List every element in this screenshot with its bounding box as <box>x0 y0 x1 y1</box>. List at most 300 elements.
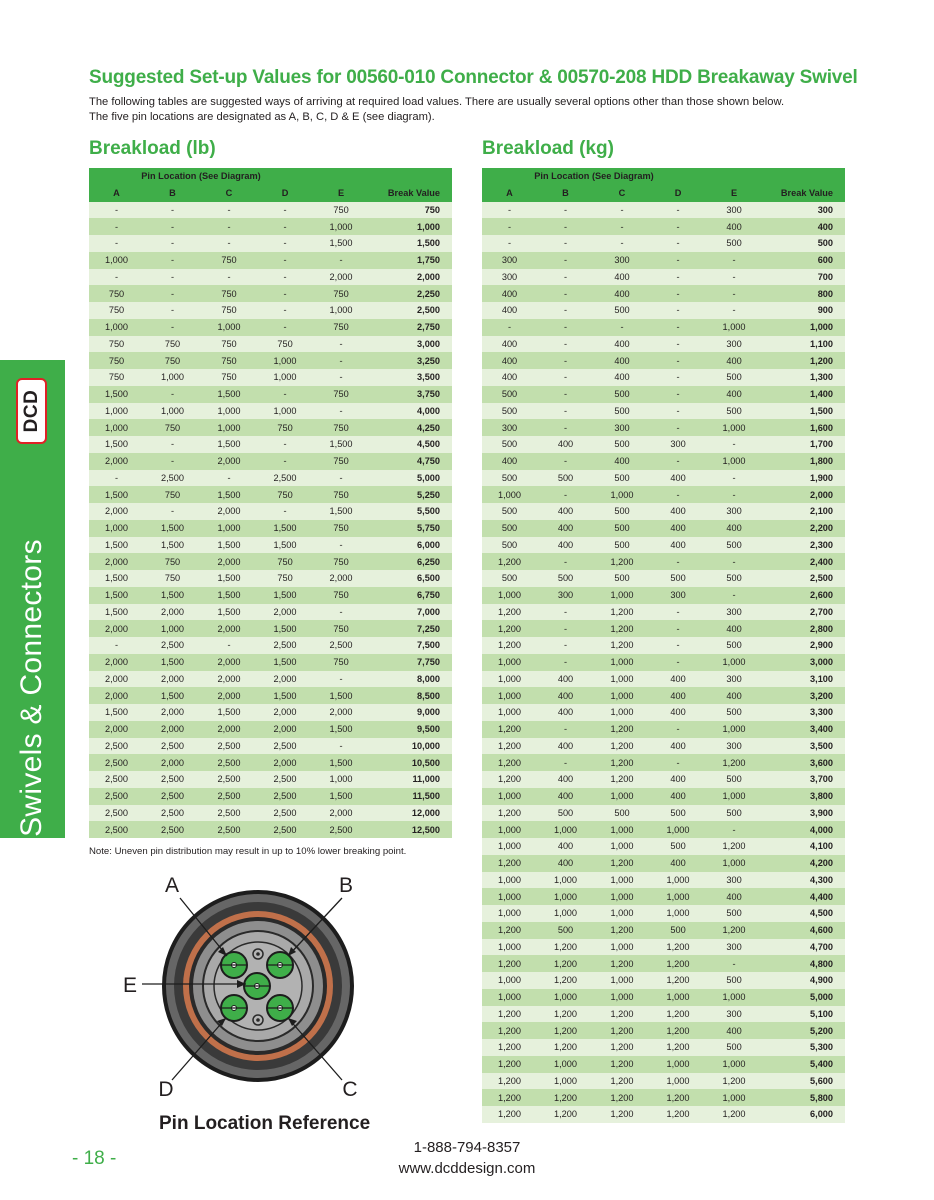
cell-break-value: 12,000 <box>369 805 452 822</box>
cell-e: 400 <box>706 888 762 905</box>
cell-c: 1,000 <box>594 888 650 905</box>
cell-a: - <box>89 470 144 487</box>
cell-c: 500 <box>594 403 650 420</box>
cell-c: 2,500 <box>201 788 257 805</box>
cell-a: 1,500 <box>89 587 144 604</box>
table-row <box>482 453 845 470</box>
cell-e: 1,000 <box>706 1089 762 1106</box>
page-number: - 18 - <box>72 1148 117 1169</box>
cell-break-value: 2,000 <box>369 269 452 286</box>
cell-a: - <box>482 218 537 235</box>
cell-b: - <box>537 302 594 319</box>
cell-b: - <box>537 419 594 436</box>
cell-c: 1,200 <box>594 771 650 788</box>
cell-a: 300 <box>482 419 537 436</box>
cell-d: 300 <box>650 587 706 604</box>
cell-d: 1,000 <box>257 403 313 420</box>
cell-d: 1,000 <box>650 989 706 1006</box>
cell-e: 1,000 <box>706 721 762 738</box>
cell-break-value: 10,000 <box>369 738 452 755</box>
cell-break-value: 2,400 <box>762 553 845 570</box>
cell-d: 400 <box>650 503 706 520</box>
cell-c: 1,000 <box>594 704 650 721</box>
cell-d: 2,000 <box>257 671 313 688</box>
cell-c: 2,500 <box>201 771 257 788</box>
dcd-badge-text: DCD <box>20 389 42 433</box>
table-row <box>89 754 452 771</box>
cell-a: - <box>482 235 537 252</box>
cell-c: 750 <box>201 252 257 269</box>
table-row <box>482 671 845 688</box>
cell-d: - <box>257 285 313 302</box>
cell-c: 500 <box>594 302 650 319</box>
cell-c: - <box>201 269 257 286</box>
distribution-note: Note: Uneven pin distribution may result in up to 10% lower breaking point. <box>89 846 407 857</box>
cell-d: - <box>650 269 706 286</box>
cell-break-value: 400 <box>762 218 845 235</box>
cell-e: 400 <box>706 1022 762 1039</box>
table-row <box>89 687 452 704</box>
cell-c: - <box>594 235 650 252</box>
cell-e: 1,000 <box>313 218 369 235</box>
cell-c: 300 <box>594 419 650 436</box>
cell-break-value: 4,500 <box>762 905 845 922</box>
table-row <box>482 419 845 436</box>
cell-e: - <box>706 587 762 604</box>
cell-break-value: 5,300 <box>762 1039 845 1056</box>
table-row <box>89 336 452 353</box>
cell-break-value: 4,000 <box>369 403 452 420</box>
cell-d: 2,500 <box>257 805 313 822</box>
cell-a: 2,500 <box>89 821 144 838</box>
table-row <box>482 503 845 520</box>
cell-b: 1,000 <box>537 905 594 922</box>
cell-a: 1,200 <box>482 1106 537 1123</box>
cell-e: 1,000 <box>706 453 762 470</box>
cell-break-value: 3,700 <box>762 771 845 788</box>
cell-d: 750 <box>257 553 313 570</box>
cell-c: 1,200 <box>594 1056 650 1073</box>
table-row <box>482 738 845 755</box>
cell-c: 1,200 <box>594 855 650 872</box>
cell-break-value: 1,500 <box>762 403 845 420</box>
cell-b: 500 <box>537 922 594 939</box>
cell-b: 400 <box>537 704 594 721</box>
cell-e: 750 <box>313 202 369 219</box>
cell-c: 1,000 <box>594 671 650 688</box>
cell-e: - <box>706 955 762 972</box>
cell-c: 1,200 <box>594 1006 650 1023</box>
header-spacer <box>706 168 762 185</box>
cell-break-value: 1,900 <box>762 470 845 487</box>
cell-e: 1,000 <box>313 771 369 788</box>
cell-c: 1,000 <box>594 587 650 604</box>
cell-break-value: 3,500 <box>762 738 845 755</box>
cell-break-value: 500 <box>762 235 845 252</box>
table-row <box>89 721 452 738</box>
table-row <box>482 403 845 420</box>
cell-c: 1,200 <box>594 637 650 654</box>
header-spacer <box>762 168 845 185</box>
cell-b: 1,000 <box>144 403 201 420</box>
table-row <box>482 654 845 671</box>
column-header-break-value: Break Value <box>369 185 452 202</box>
table-row <box>482 721 845 738</box>
cell-b: - <box>537 369 594 386</box>
cell-break-value: 7,250 <box>369 620 452 637</box>
cell-a: 750 <box>89 302 144 319</box>
cell-d: - <box>650 553 706 570</box>
cell-a: 500 <box>482 386 537 403</box>
table-row <box>89 285 452 302</box>
cell-break-value: 4,000 <box>762 821 845 838</box>
cell-d: 1,200 <box>650 955 706 972</box>
cell-a: 1,000 <box>482 704 537 721</box>
cell-b: - <box>537 202 594 219</box>
cell-d: 1,500 <box>257 687 313 704</box>
cell-e: 2,000 <box>313 805 369 822</box>
page-title: Suggested Set-up Values for 00560-010 Connector & 00570-208 HDD Breakaway Swivel <box>89 67 858 88</box>
cell-d: 2,000 <box>257 721 313 738</box>
cell-b: 1,000 <box>537 989 594 1006</box>
table-row <box>482 1106 845 1123</box>
cell-break-value: 3,400 <box>762 721 845 738</box>
cell-d: 1,200 <box>650 1106 706 1123</box>
dcd-badge <box>16 378 47 444</box>
cell-break-value: 2,500 <box>369 302 452 319</box>
cell-break-value: 7,000 <box>369 604 452 621</box>
cell-a: 2,000 <box>89 620 144 637</box>
cell-c: 400 <box>594 453 650 470</box>
table-row <box>482 202 845 219</box>
cell-b: 1,500 <box>144 654 201 671</box>
cell-c: 2,500 <box>201 738 257 755</box>
table-row <box>482 922 845 939</box>
cell-d: 2,000 <box>257 704 313 721</box>
cell-b: 1,000 <box>537 821 594 838</box>
cell-a: 1,000 <box>482 821 537 838</box>
cell-break-value: 10,500 <box>369 754 452 771</box>
cell-d: 1,000 <box>650 872 706 889</box>
cell-b: - <box>537 637 594 654</box>
cell-c: 1,500 <box>201 436 257 453</box>
cell-a: 1,200 <box>482 637 537 654</box>
table-row <box>89 587 452 604</box>
cell-c: 1,200 <box>594 1073 650 1090</box>
column-header-a: A <box>89 185 144 202</box>
cell-e: 300 <box>706 503 762 520</box>
cell-d: - <box>650 403 706 420</box>
cell-d: 1,200 <box>650 1089 706 1106</box>
cell-e: 2,000 <box>313 704 369 721</box>
cell-break-value: 3,000 <box>762 654 845 671</box>
cell-a: 300 <box>482 269 537 286</box>
cell-break-value: 5,750 <box>369 520 452 537</box>
cell-b: - <box>537 386 594 403</box>
cell-break-value: 3,100 <box>762 671 845 688</box>
cell-e: 750 <box>313 587 369 604</box>
header-spacer <box>369 168 452 185</box>
cell-e: 300 <box>706 604 762 621</box>
cell-c: 1,000 <box>594 788 650 805</box>
cell-a: 1,200 <box>482 922 537 939</box>
cell-e: 400 <box>706 386 762 403</box>
cell-break-value: 1,400 <box>762 386 845 403</box>
cell-c: 300 <box>594 252 650 269</box>
cell-c: 1,500 <box>201 486 257 503</box>
cell-c: - <box>201 470 257 487</box>
cell-break-value: 6,750 <box>369 587 452 604</box>
cell-e: - <box>313 671 369 688</box>
cell-e: - <box>706 470 762 487</box>
cell-d: - <box>650 386 706 403</box>
cell-b: 2,500 <box>144 771 201 788</box>
table-row <box>482 1073 845 1090</box>
cell-e: 500 <box>706 771 762 788</box>
cell-a: 750 <box>89 369 144 386</box>
cell-a: 2,500 <box>89 754 144 771</box>
cell-b: 2,000 <box>144 671 201 688</box>
cell-d: 2,500 <box>257 637 313 654</box>
cell-break-value: 6,000 <box>762 1106 845 1123</box>
cell-b: 1,000 <box>144 369 201 386</box>
table-row <box>482 704 845 721</box>
cell-d: 500 <box>650 805 706 822</box>
cell-b: - <box>537 252 594 269</box>
table-row <box>89 252 452 269</box>
cell-d: - <box>257 269 313 286</box>
footer-phone: 1-888-794-8357 <box>413 1139 521 1156</box>
cell-break-value: 2,600 <box>762 587 845 604</box>
cell-d: - <box>650 419 706 436</box>
cell-break-value: 750 <box>369 202 452 219</box>
cell-d: - <box>650 637 706 654</box>
cell-b: 2,000 <box>144 754 201 771</box>
cell-c: 1,500 <box>201 570 257 587</box>
table-row <box>482 620 845 637</box>
cell-b: 2,500 <box>144 738 201 755</box>
cell-break-value: 9,500 <box>369 721 452 738</box>
cell-d: 2,500 <box>257 470 313 487</box>
cell-a: 1,000 <box>89 520 144 537</box>
cell-d: - <box>650 336 706 353</box>
cell-b: 1,200 <box>537 939 594 956</box>
cell-a: 300 <box>482 252 537 269</box>
pin-b <box>267 952 293 978</box>
cell-d: 1,000 <box>650 888 706 905</box>
cell-c: 1,200 <box>594 1039 650 1056</box>
cell-d: 1,200 <box>650 939 706 956</box>
cell-e: 300 <box>706 671 762 688</box>
cell-d: 400 <box>650 537 706 554</box>
cell-d: - <box>650 285 706 302</box>
cell-d: 400 <box>650 671 706 688</box>
cell-d: 1,200 <box>650 1022 706 1039</box>
table-row <box>89 738 452 755</box>
cell-a: 1,200 <box>482 620 537 637</box>
table-row <box>89 436 452 453</box>
table-row <box>482 754 845 771</box>
cell-break-value: 1,000 <box>762 319 845 336</box>
cell-e: 500 <box>706 637 762 654</box>
cell-a: 1,000 <box>482 654 537 671</box>
cell-c: 400 <box>594 352 650 369</box>
cell-e: - <box>706 285 762 302</box>
cell-c: 500 <box>594 570 650 587</box>
cell-c: - <box>594 202 650 219</box>
cell-b: 2,000 <box>144 721 201 738</box>
cell-b: 1,200 <box>537 955 594 972</box>
cell-d: - <box>257 302 313 319</box>
cell-c: 1,200 <box>594 721 650 738</box>
table-column-header-row <box>89 185 452 202</box>
table-row <box>89 302 452 319</box>
table-row <box>89 620 452 637</box>
breakload-lb-table <box>89 168 452 838</box>
cell-b: 1,500 <box>144 687 201 704</box>
cell-a: 1,200 <box>482 754 537 771</box>
table-row <box>482 687 845 704</box>
cell-break-value: 11,000 <box>369 771 452 788</box>
cell-b: 400 <box>537 537 594 554</box>
cell-e: - <box>313 470 369 487</box>
cell-d: 1,500 <box>257 654 313 671</box>
cell-a: - <box>89 235 144 252</box>
cell-a: 1,000 <box>482 888 537 905</box>
cell-b: 400 <box>537 855 594 872</box>
cell-e: 500 <box>706 805 762 822</box>
cell-c: 400 <box>594 336 650 353</box>
cell-b: - <box>144 386 201 403</box>
cell-a: 1,200 <box>482 855 537 872</box>
cell-e: 400 <box>706 352 762 369</box>
label-a: A <box>164 874 180 897</box>
cell-e: - <box>706 486 762 503</box>
cell-break-value: 5,600 <box>762 1073 845 1090</box>
cell-d: 1,200 <box>650 972 706 989</box>
cell-b: - <box>144 252 201 269</box>
cell-break-value: 1,750 <box>369 252 452 269</box>
cell-b: - <box>537 453 594 470</box>
cell-break-value: 4,900 <box>762 972 845 989</box>
cell-c: 1,200 <box>594 955 650 972</box>
table-row <box>482 369 845 386</box>
cell-c: 500 <box>594 386 650 403</box>
cell-c: 400 <box>594 269 650 286</box>
cell-c: - <box>201 637 257 654</box>
cell-d: 750 <box>257 336 313 353</box>
cell-b: 750 <box>144 336 201 353</box>
breakload-kg-table <box>482 168 845 1123</box>
cell-d: - <box>650 604 706 621</box>
cell-a: 1,000 <box>482 788 537 805</box>
pin-e <box>244 973 270 999</box>
label-c: C <box>342 1078 358 1101</box>
cell-a: - <box>89 637 144 654</box>
cell-e: - <box>313 336 369 353</box>
cell-e: 750 <box>313 654 369 671</box>
pin-location-header: Pin Location (See Diagram) <box>89 168 313 185</box>
cell-d: - <box>650 302 706 319</box>
cell-c: - <box>201 235 257 252</box>
cell-c: 1,000 <box>594 687 650 704</box>
cell-c: - <box>201 218 257 235</box>
cell-e: - <box>313 738 369 755</box>
cell-c: - <box>594 319 650 336</box>
cell-a: 1,200 <box>482 738 537 755</box>
cell-c: 1,000 <box>594 872 650 889</box>
table-row <box>89 604 452 621</box>
cell-break-value: 2,500 <box>762 570 845 587</box>
cell-break-value: 5,000 <box>762 989 845 1006</box>
table-row <box>482 553 845 570</box>
table-row <box>89 419 452 436</box>
cell-d: 1,000 <box>257 369 313 386</box>
cell-a: 2,000 <box>89 503 144 520</box>
cell-c: 1,000 <box>594 821 650 838</box>
cell-e: 1,000 <box>706 788 762 805</box>
cell-c: 2,000 <box>201 721 257 738</box>
cell-a: 1,200 <box>482 1006 537 1023</box>
cell-d: 1,000 <box>257 352 313 369</box>
table-row <box>482 1022 845 1039</box>
cell-e: 1,200 <box>706 1106 762 1123</box>
column-header-c: C <box>201 185 257 202</box>
cell-break-value: 6,000 <box>369 537 452 554</box>
cell-a: 1,000 <box>89 419 144 436</box>
cell-b: - <box>537 620 594 637</box>
table-row <box>482 955 845 972</box>
cell-b: 750 <box>144 352 201 369</box>
cell-c: 2,500 <box>201 821 257 838</box>
table-row <box>482 218 845 235</box>
cell-d: - <box>650 620 706 637</box>
label-e: E <box>122 974 138 997</box>
cell-a: 400 <box>482 285 537 302</box>
cell-a: 1,500 <box>89 570 144 587</box>
cell-break-value: 8,000 <box>369 671 452 688</box>
cell-d: - <box>650 252 706 269</box>
cell-c: 2,000 <box>201 503 257 520</box>
cell-d: - <box>650 352 706 369</box>
cell-b: 500 <box>537 805 594 822</box>
cell-break-value: 4,700 <box>762 939 845 956</box>
cell-break-value: 3,750 <box>369 386 452 403</box>
cell-c: 500 <box>594 436 650 453</box>
table-row <box>89 319 452 336</box>
cell-c: 1,000 <box>594 989 650 1006</box>
cell-c: 1,200 <box>594 922 650 939</box>
table-row <box>89 269 452 286</box>
table-column-header-row <box>482 185 845 202</box>
table-row <box>482 570 845 587</box>
cell-b: - <box>537 352 594 369</box>
table-row <box>482 989 845 1006</box>
cell-a: 1,000 <box>482 939 537 956</box>
cell-a: 500 <box>482 570 537 587</box>
cell-break-value: 9,000 <box>369 704 452 721</box>
header-spacer <box>313 168 369 185</box>
table-row <box>482 520 845 537</box>
cell-c: 1,000 <box>201 419 257 436</box>
cell-b: - <box>537 553 594 570</box>
cell-a: 1,000 <box>482 486 537 503</box>
cell-a: 2,000 <box>89 453 144 470</box>
cell-b: 1,200 <box>537 1022 594 1039</box>
cell-break-value: 800 <box>762 285 845 302</box>
cell-a: 1,000 <box>89 319 144 336</box>
cell-break-value: 2,200 <box>762 520 845 537</box>
